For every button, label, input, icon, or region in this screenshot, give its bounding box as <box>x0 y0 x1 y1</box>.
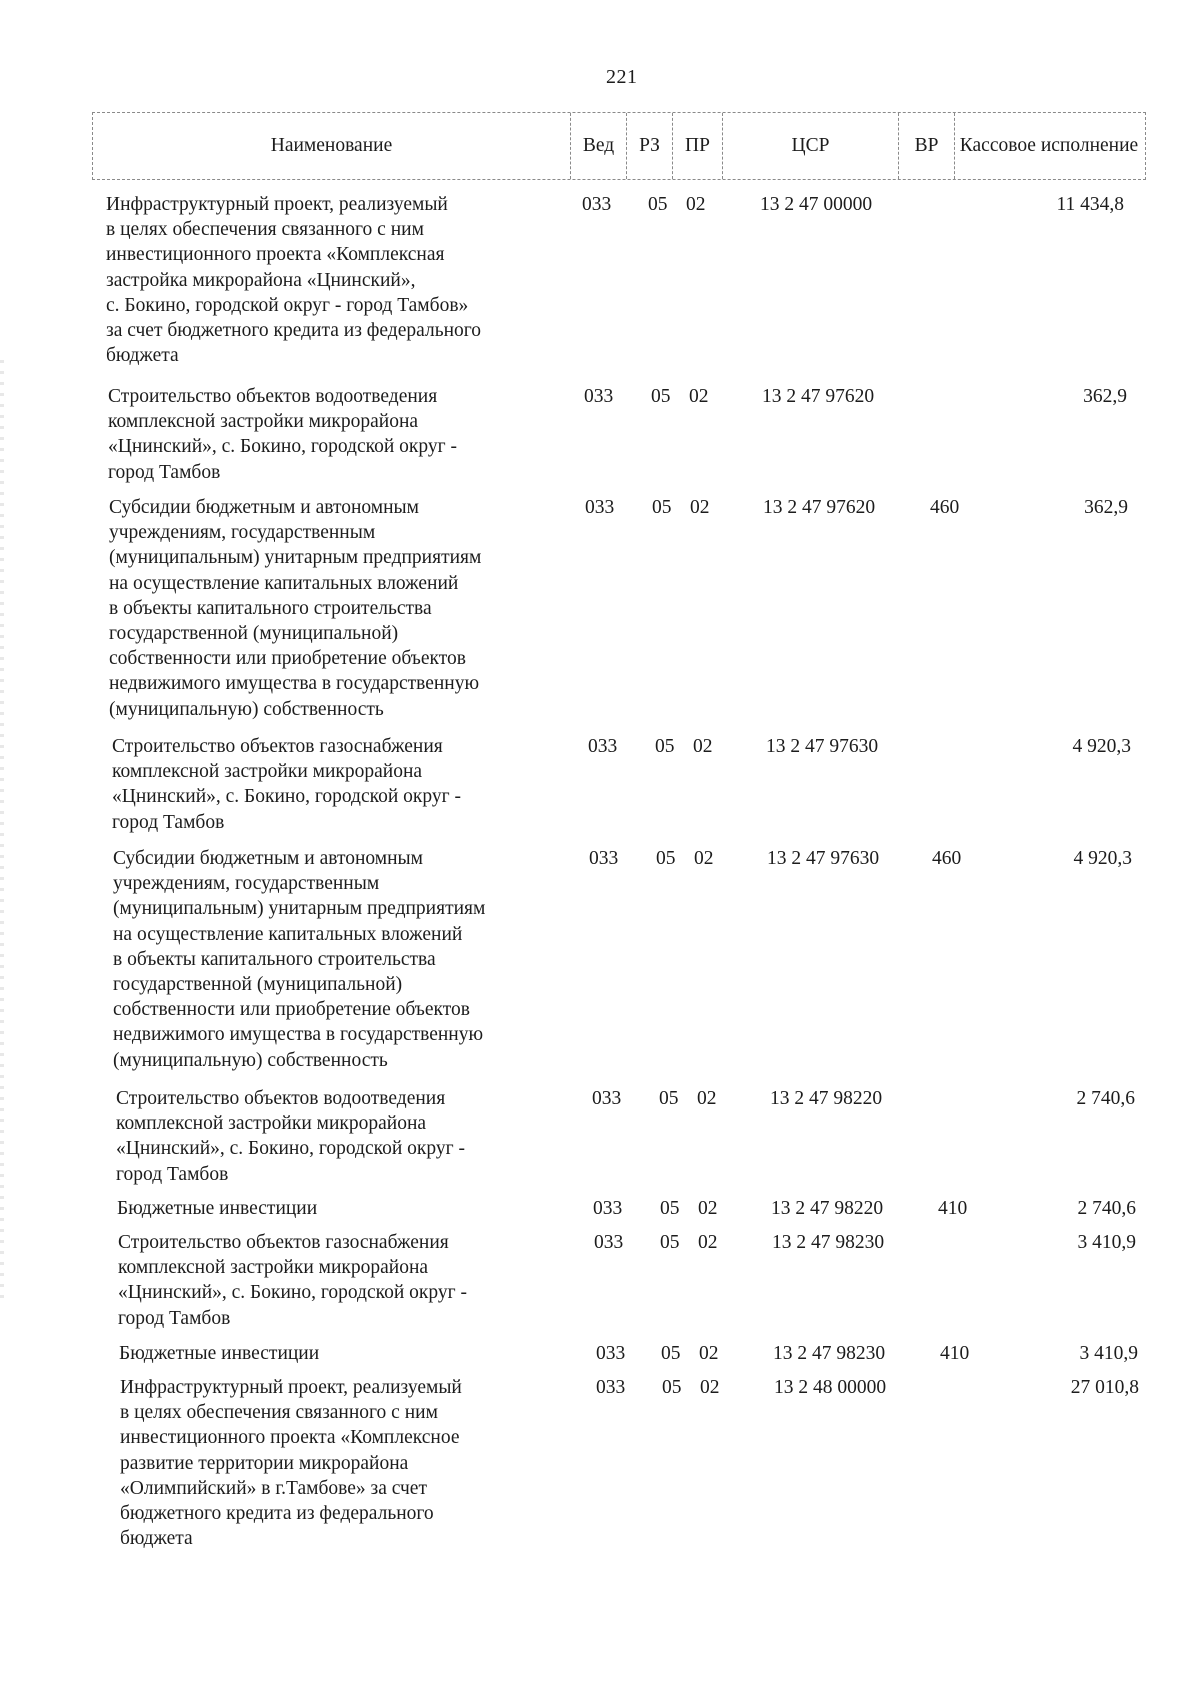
row-ved: 033 <box>584 386 614 407</box>
row-amount: 362,9 <box>1084 497 1128 518</box>
row-rz: 05 <box>651 386 671 407</box>
row-name: Бюджетные инвестиции <box>119 1343 320 1364</box>
row-amount: 2 740,6 <box>1076 1088 1135 1109</box>
row-pr: 02 <box>698 1232 718 1253</box>
row-csr: 13 2 47 97620 <box>763 497 876 518</box>
row-rz: 05 <box>656 848 676 869</box>
row-amount: 27 010,8 <box>1070 1377 1139 1398</box>
row-rz: 05 <box>662 1377 682 1398</box>
scan-edge-artifact <box>0 360 4 1300</box>
row-csr: 13 2 47 98230 <box>773 1343 886 1364</box>
row-name: Бюджетные инвестиции <box>117 1198 318 1219</box>
row-name: Субсидии бюджетным и автономным учреждениям, государственным (муниципальным) унитарным предприятиям на осуществление капитальных вложений в объекты капитального строительства государственной (муниципальной) собственности или приобретение объектов недвижимого имущества в государственную (муниципальную) собственность <box>113 848 486 1071</box>
row-csr: 13 2 47 97620 <box>762 386 875 407</box>
row-amount: 4 920,3 <box>1072 736 1131 757</box>
row-csr: 13 2 47 98220 <box>770 1088 883 1109</box>
row-rz: 05 <box>660 1232 680 1253</box>
row-rz: 05 <box>661 1343 681 1364</box>
row-name: Строительство объектов водоотведения комплексной застройки микрорайона «Цнинский», с. Бокино, городской округ - город Тамбов <box>116 1088 465 1185</box>
row-ved: 033 <box>593 1198 623 1219</box>
row-amount: 2 740,6 <box>1077 1198 1136 1219</box>
row-name: Инфраструктурный проект, реализуемый в целях обеспечения связанного с ним инвестиционного проекта «Комплексная застройка микрорайона «Цнинский», с. Бокино, городской округ - город Тамбов» за счет бюджетного кредита из федерального бюджета <box>106 194 482 367</box>
row-pr: 02 <box>699 1343 719 1364</box>
row-rz: 05 <box>648 194 668 215</box>
row-csr: 13 2 47 98230 <box>772 1232 885 1253</box>
row-name: Строительство объектов газоснабжения комплексной застройки микрорайона «Цнинский», с. Бокино, городской округ - город Тамбов <box>112 736 461 833</box>
row-csr: 13 2 47 97630 <box>766 736 879 757</box>
row-ved: 033 <box>589 848 619 869</box>
row-amount: 11 434,8 <box>1056 194 1124 215</box>
row-pr: 02 <box>694 848 714 869</box>
row-amount: 3 410,9 <box>1079 1343 1138 1364</box>
row-ved: 033 <box>592 1088 622 1109</box>
row-pr: 02 <box>693 736 713 757</box>
row-name: Строительство объектов газоснабжения комплексной застройки микрорайона «Цнинский», с. Бокино, городской округ - город Тамбов <box>118 1232 467 1329</box>
row-csr: 13 2 48 00000 <box>774 1377 887 1398</box>
row-rz: 05 <box>660 1198 680 1219</box>
row-name: Строительство объектов водоотведения комплексной застройки микрорайона «Цнинский», с. Бокино, городской округ - город Тамбов <box>108 386 457 483</box>
row-csr: 13 2 47 97630 <box>767 848 880 869</box>
page-number: 221 <box>606 66 638 88</box>
table-header <box>92 112 1146 180</box>
header-amount: Кассовое исполнение <box>959 135 1139 156</box>
row-csr: 13 2 47 98220 <box>771 1198 884 1219</box>
row-rz: 05 <box>655 736 675 757</box>
header-csr: ЦСР <box>723 113 899 179</box>
row-ved: 033 <box>594 1232 624 1253</box>
row-rz: 05 <box>659 1088 679 1109</box>
header-ved: Вед <box>571 113 627 179</box>
row-vr: 460 <box>932 848 962 869</box>
row-amount: 3 410,9 <box>1077 1232 1136 1253</box>
row-name: Субсидии бюджетным и автономным учреждениям, государственным (муниципальным) унитарным предприятиям на осуществление капитальных вложений в объекты капитального строительства государственной (муниципальной) собственности или приобретение объектов недвижимого имущества в государственную (муниципальную) собственность <box>109 497 482 720</box>
header-name: Наименование <box>93 113 571 179</box>
row-rz: 05 <box>652 497 672 518</box>
row-ved: 033 <box>596 1343 626 1364</box>
row-vr: 410 <box>940 1343 970 1364</box>
row-vr: 460 <box>930 497 960 518</box>
row-csr: 13 2 47 00000 <box>760 194 873 215</box>
row-ved: 033 <box>596 1377 626 1398</box>
row-name: Инфраструктурный проект, реализуемый в целях обеспечения связанного с ним инвестиционного проекта «Комплексное развитие территории микрорайона «Олимпийский» в г.Тамбове» за счет бюджетного кредита из федерального бюджета <box>120 1377 462 1550</box>
row-ved: 033 <box>582 194 612 215</box>
row-amount: 362,9 <box>1083 386 1127 407</box>
row-pr: 02 <box>697 1088 717 1109</box>
header-pr: ПР <box>673 113 723 179</box>
row-pr: 02 <box>686 194 706 215</box>
row-amount: 4 920,3 <box>1073 848 1132 869</box>
header-vr: ВР <box>899 113 955 179</box>
row-pr: 02 <box>689 386 709 407</box>
row-ved: 033 <box>588 736 618 757</box>
row-pr: 02 <box>698 1198 718 1219</box>
row-pr: 02 <box>700 1377 720 1398</box>
row-vr: 410 <box>938 1198 968 1219</box>
row-ved: 033 <box>585 497 615 518</box>
header-rz: РЗ <box>627 113 673 179</box>
row-pr: 02 <box>690 497 710 518</box>
